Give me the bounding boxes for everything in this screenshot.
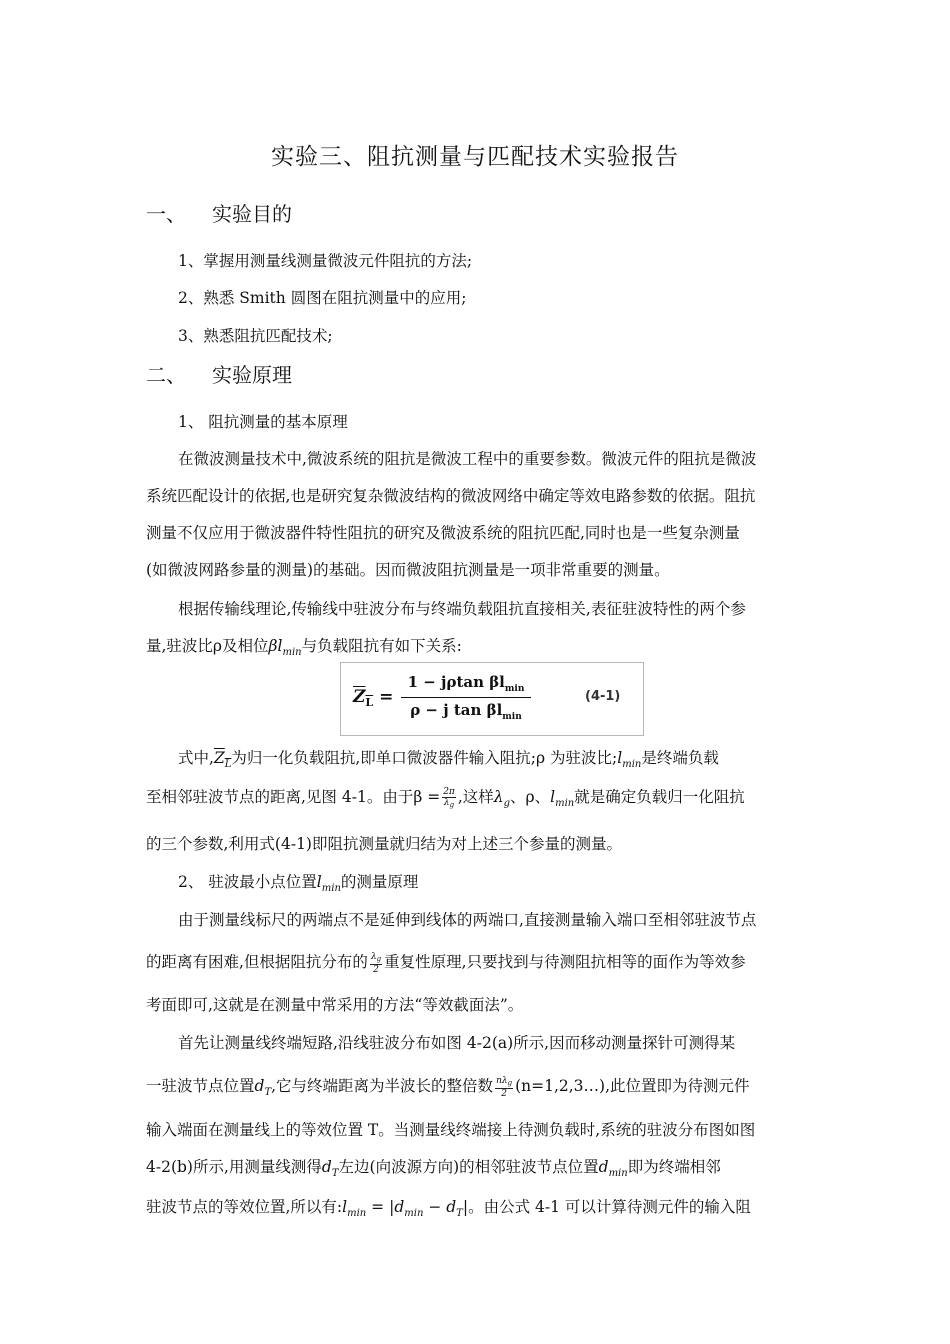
purpose-item-2: 2、熟悉 Smith 圆图在阻抗测量中的应用; <box>178 289 467 307</box>
paragraph-line: 考面即可,这就是在测量中常采用的方法“等效截面法”。 <box>146 996 524 1014</box>
math-d-t: $d_T$ <box>254 1077 272 1098</box>
paragraph-line: 输入端面在测量线上的等效位置 T。当测量线终端接上待测负载时,系统的驻波分布图如图 <box>146 1121 756 1139</box>
paragraph-line: 的三个参数,利用式(4-1)即阻抗测量就归结为对上述三个参量的测量。 <box>146 835 622 853</box>
paragraph-line: 驻波节点的等效位置,所以有$:l_{min} = |d_{min} - d_T|$。由公式 4-1 可以计算待测元件的输入阻 <box>146 1198 751 1219</box>
formula-fraction <box>401 673 531 722</box>
paragraph-line: 一驻波节点位置$d_T$,它与终端距离为半波长的整倍数 $\frac{n\lambda_g}{2}$ (n=1,2,3…),此位置即为待测元件 <box>146 1075 750 1099</box>
paragraph-line: 首先让测量线终端短路,沿线驻波分布如图 4-2(a)所示,因而移动测量探针可测得某 <box>178 1034 736 1052</box>
formula-4-1 <box>340 662 644 736</box>
paragraph-line: 量,驻波比ρ及相位$\beta l_{min}$与负载阻抗有如下关系: <box>146 637 462 658</box>
paragraph-line: 的距离有困难,但根据阻抗分布的 $\frac{\lambda_g}{2}$ 重复性原理,只要找到与待测阻抗相等的面作为等效参 <box>146 951 746 975</box>
math-d-t: $d_T$ <box>321 1158 339 1179</box>
paragraph-line: 式中$,Z_L$为归一化负载阻抗,即单口微波器件输入阻抗;ρ 为驻波比$;l_{min}$是终端负载 <box>178 749 719 770</box>
math-lambda-g: $\lambda_g$ <box>493 788 511 809</box>
math-l-min: $l_{min}$ <box>316 873 341 894</box>
math-l-min: $l_{min}$ <box>550 788 575 809</box>
section-title: 实验原理 <box>212 363 292 387</box>
paragraph-line: 测量不仅应用于微波器件特性阻抗的研究及微波系统的阻抗匹配,同时也是一些复杂测量 <box>146 524 740 542</box>
formula-denominator: ρ − j $\tan \beta l_{min}$ <box>410 701 522 722</box>
section-heading-purpose <box>146 198 292 227</box>
math-frac-lambda-g-2: $\frac{\lambda_g}{2}$ <box>370 951 382 975</box>
subsection-title-1: 1、 阻抗测量的基本原理 <box>178 413 348 431</box>
paragraph-line: 4-2(b)所示,用测量线测得$d_T$左边(向波源方向)的相邻驻波节点位置$d_{min}$即为终端相邻 <box>146 1158 721 1179</box>
paragraph-line: 至相邻驻波节点的距离,见图 4-1。由于β = $\frac{2\pi}{\lambda_g}$ ,这样$\lambda_g$、ρ、$l_{min}$就是确定负载归一化阻抗 <box>146 786 745 809</box>
formula-lhs: $Z_L$ = <box>353 687 394 709</box>
paragraph-line: 根据传输线理论,传输线中驻波分布与终端负载阻抗直接相关,表征驻波特性的两个参 <box>178 600 746 618</box>
math-frac-n-lambda-g-2: $\frac{n\lambda_g}{2}$ <box>496 1075 513 1099</box>
math-frac-2pi-lambda-g: $\frac{2\pi}{\lambda_g}$ <box>443 786 455 809</box>
math-l-min: $l_{min}$ <box>617 749 642 770</box>
paragraph-line: (如微波网路参量的测量)的基础。因而微波阻抗测量是一项非常重要的测量。 <box>146 561 670 579</box>
subsection-title-2: 2、 驻波最小点位置$l_{min}$的测量原理 <box>178 873 419 894</box>
math-beta-l-min: $\beta l_{min}$ <box>268 637 302 658</box>
math-d-min: $d_{min}$ <box>598 1158 628 1179</box>
formula-label: (4-1) <box>585 689 621 704</box>
section-number: 一、 <box>146 202 186 226</box>
purpose-item-1: 1、掌握用测量线测量微波元件阻抗的方法; <box>178 252 473 270</box>
purpose-item-3: 3、熟悉阻抗匹配技术; <box>178 327 333 345</box>
formula-numerator: 1 − jρtan $\beta l_{min}$ <box>401 673 531 698</box>
math-zl: $Z_L$ <box>213 749 232 770</box>
math-lmin-equation: $l_{min} = |d_{min} - d_T|$ <box>342 1198 469 1219</box>
paragraph-line: 由于测量线标尺的两端点不是延伸到线体的两端口,直接测量输入端口至相邻驻波节点 <box>178 911 757 929</box>
page-title: 实验三、阻抗测量与匹配技术实验报告 <box>271 144 679 170</box>
paragraph-line: 系统匹配设计的依据,也是研究复杂微波结构的微波网络中确定等效电路参数的依据。阻抗 <box>146 487 756 505</box>
section-title: 实验目的 <box>212 202 292 226</box>
paragraph-line: 在微波测量技术中,微波系统的阻抗是微波工程中的重要参数。微波元件的阻抗是微波 <box>178 450 757 468</box>
section-number: 二、 <box>146 363 186 387</box>
section-heading-principle <box>146 359 292 388</box>
